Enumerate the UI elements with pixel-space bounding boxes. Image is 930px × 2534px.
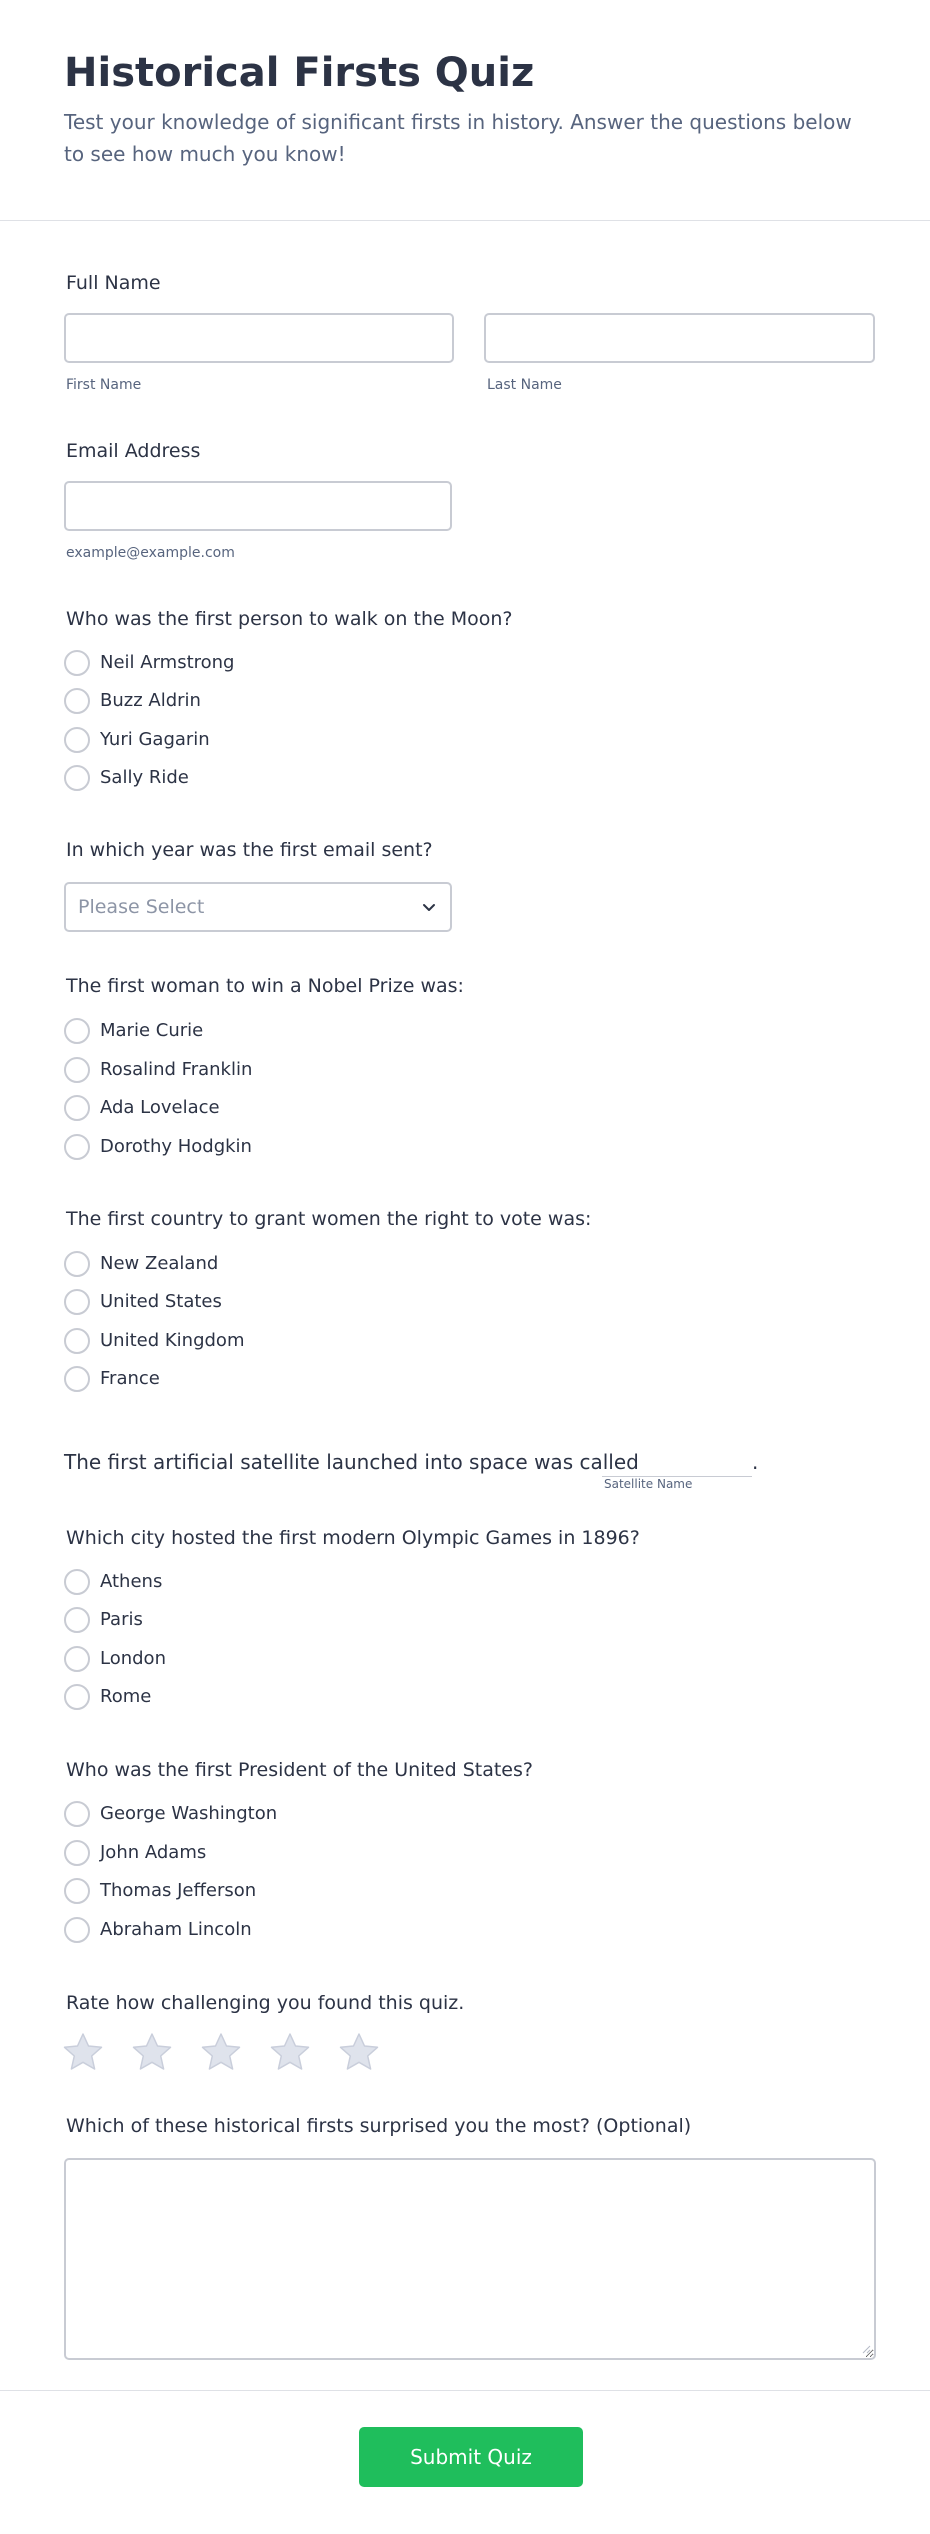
radio-option-label: Marie Curie [100, 1020, 204, 1041]
radio-option-label: Rosalind Franklin [100, 1059, 253, 1080]
radio-option-label: Yuri Gagarin [100, 729, 210, 750]
radio-circle[interactable] [64, 1917, 90, 1943]
question-olympics: Which city hosted the first modern Olympic Games in 1896? [66, 1527, 640, 1549]
star-icon[interactable] [269, 2032, 311, 2072]
resize-grip-icon[interactable] [861, 2344, 871, 2354]
radio-option-label: Abraham Lincoln [100, 1919, 252, 1940]
radio-option-label: Athens [100, 1571, 163, 1592]
radio-circle[interactable] [64, 1801, 90, 1827]
email-sublabel: example@example.com [66, 545, 235, 561]
question-vote: The first country to grant women the right to vote was: [66, 1208, 592, 1230]
radio-circle[interactable] [64, 727, 90, 753]
satellite-period: . [752, 1450, 759, 1474]
radio-circle[interactable] [64, 1878, 90, 1904]
radio-option-label: Neil Armstrong [100, 652, 235, 673]
first-name-input[interactable] [64, 313, 454, 363]
submit-button[interactable]: Submit Quiz [359, 2427, 583, 2487]
first-name-sublabel: First Name [66, 377, 142, 393]
radio-option-label: George Washington [100, 1803, 278, 1824]
radio-circle[interactable] [64, 1569, 90, 1595]
radio-circle[interactable] [64, 1607, 90, 1633]
email-input[interactable] [64, 481, 452, 531]
question-rating: Rate how challenging you found this quiz. [66, 1992, 465, 2014]
form-subtitle: Test your knowledge of significant firsts in history. Answer the questions below to see how much you know! [64, 110, 852, 166]
question-surprise: Which of these historical firsts surprised you the most? (Optional) [66, 2115, 692, 2137]
radio-circle[interactable] [64, 1328, 90, 1354]
question-president: Who was the first President of the United States? [66, 1759, 533, 1781]
star-icon[interactable] [200, 2032, 242, 2072]
radio-circle[interactable] [64, 650, 90, 676]
radio-option-label: Paris [100, 1609, 143, 1630]
radio-circle[interactable] [64, 1018, 90, 1044]
star-icon[interactable] [131, 2032, 173, 2072]
question-moon: Who was the first person to walk on the Moon? [66, 608, 513, 630]
star-icon[interactable] [62, 2032, 104, 2072]
form-title: Historical Firsts Quiz [64, 50, 535, 96]
radio-circle[interactable] [64, 1057, 90, 1083]
radio-circle[interactable] [64, 765, 90, 791]
radio-circle[interactable] [64, 1289, 90, 1315]
radio-circle[interactable] [64, 1251, 90, 1277]
radio-option-label: Thomas Jefferson [100, 1880, 257, 1901]
email-label: Email Address [66, 440, 201, 462]
radio-circle[interactable] [64, 1366, 90, 1392]
radio-option-label: London [100, 1648, 166, 1669]
radio-option-label: New Zealand [100, 1253, 219, 1274]
star-icon[interactable] [338, 2032, 380, 2072]
radio-circle[interactable] [64, 1134, 90, 1160]
radio-circle[interactable] [64, 688, 90, 714]
radio-option-label: Rome [100, 1686, 152, 1707]
chevron-down-icon [420, 898, 438, 916]
full-name-label: Full Name [66, 272, 161, 294]
radio-circle[interactable] [64, 1684, 90, 1710]
surprise-textarea[interactable] [64, 2158, 876, 2360]
radio-circle[interactable] [64, 1840, 90, 1866]
radio-option-label: United Kingdom [100, 1330, 245, 1351]
radio-option-label: Dorothy Hodgkin [100, 1136, 252, 1157]
form-header [0, 0, 930, 221]
radio-option-label: France [100, 1368, 160, 1389]
radio-option-label: United States [100, 1291, 222, 1312]
radio-circle[interactable] [64, 1646, 90, 1672]
question-email-year: In which year was the first email sent? [66, 839, 433, 861]
satellite-question-text: The first artificial satellite launched into space was called [64, 1450, 639, 1474]
last-name-sublabel: Last Name [487, 377, 562, 393]
satellite-name-sublabel: Satellite Name [604, 1477, 693, 1491]
radio-option-label: John Adams [100, 1842, 207, 1863]
radio-circle[interactable] [64, 1095, 90, 1121]
select-placeholder: Please Select [78, 896, 205, 918]
question-nobel: The first woman to win a Nobel Prize was: [66, 975, 464, 997]
email-year-select[interactable] [64, 882, 452, 932]
last-name-input[interactable] [484, 313, 875, 363]
radio-option-label: Ada Lovelace [100, 1097, 220, 1118]
radio-option-label: Buzz Aldrin [100, 690, 201, 711]
radio-option-label: Sally Ride [100, 767, 189, 788]
